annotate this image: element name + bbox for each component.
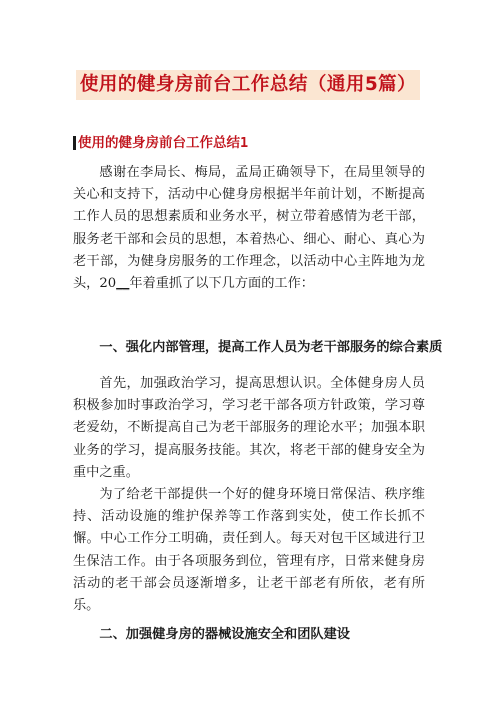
paragraph-one: 首先，加强政治学习，提高思想认识。全体健身房人员积极参加时事政治学习，学习老干部各项方针政策，学习尊老爱幼，不断提高自己为老干部服务的理论水平；加强本职业务的学习，提高服务技能。其次，将老干部的健身安全为重中之重。 bbox=[73, 376, 425, 480]
intro-text-after-blank: 年着重抓了以下几方面的工作： bbox=[129, 276, 314, 292]
paragraph-two: 为了给老干部提供一个好的健身环境日常保洁、秩序维持、活动设施的维护保养等工作落到实处，使工作长抓不懈。中心工作分工明确，责任到人。每天对包干区域进行卫生保洁工作。由于各项服务到位，管理有序，日常来健身房活动的老干部会员逐渐增多，让老干部老有所依，老有所乐。 bbox=[73, 487, 425, 614]
section-title-text: 使用的健身房前台工作总结1 bbox=[78, 135, 249, 151]
section-title bbox=[73, 134, 248, 152]
title-container bbox=[0, 70, 496, 100]
section-marker-bar bbox=[73, 136, 76, 150]
heading-two: 二、加强健身房的器械设施安全和团队建设 bbox=[99, 627, 350, 642]
intro-blank: __ bbox=[116, 276, 130, 292]
document-title: 使用的健身房前台工作总结（通用5篇） bbox=[76, 70, 420, 100]
heading-one: 一、强化内部管理，提高工作人员为老干部服务的综合素质 bbox=[99, 340, 443, 355]
intro-paragraph bbox=[73, 162, 425, 295]
intro-text-before-blank: 感谢在李局长、梅局，孟局正确领导下，在局里领导的关心和支持下，活动中心健身房根据半年前计划，不断提高工作人员的思想素质和业务水平，树立带着感情为老干部，服务老干部和会员的思想，本着热心、细心、耐心、真心为老干部，为健身房服务的工作理念，以活动中心主阵地为龙头，20 bbox=[73, 165, 425, 292]
